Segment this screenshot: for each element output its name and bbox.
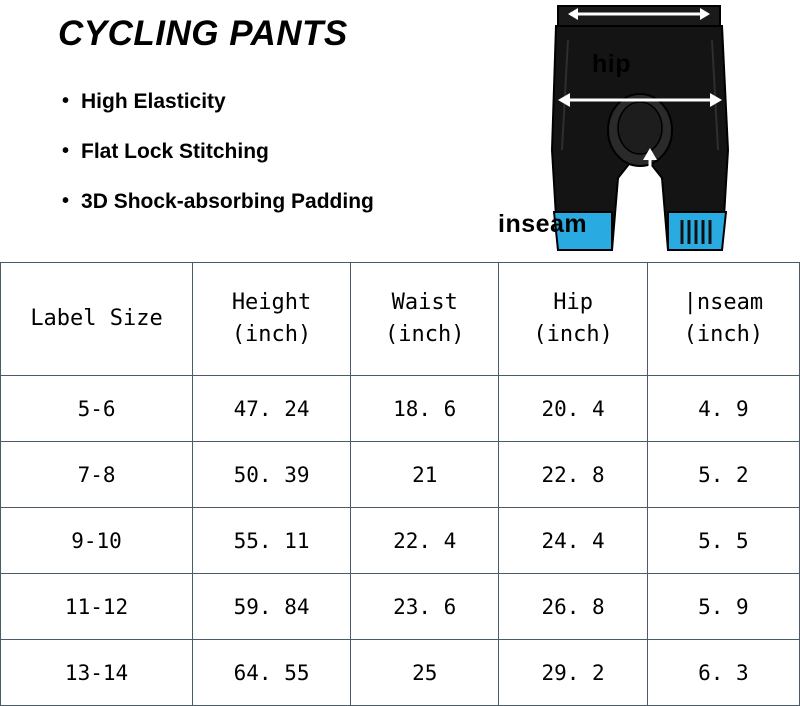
header-line-1: |nseam	[683, 290, 764, 316]
table-row	[1, 508, 800, 574]
header-line-2: (inch)	[683, 322, 764, 347]
cell-height: 47. 24	[193, 376, 351, 442]
cell-inseam: 4. 9	[647, 376, 799, 442]
cell-hip: 29. 2	[499, 640, 647, 706]
feature-list	[62, 90, 482, 240]
cell-waist: 25	[351, 640, 499, 706]
table-row	[1, 376, 800, 442]
list-item	[62, 140, 482, 163]
feature-label: Flat Lock Stitching	[81, 140, 269, 164]
list-item	[62, 190, 482, 213]
header-line-2: (inch)	[384, 322, 465, 347]
cell-height: 50. 39	[193, 442, 351, 508]
column-header-inseam	[647, 263, 799, 376]
cell-label-size: 11-12	[1, 574, 193, 640]
inseam-measure-label: inseam	[498, 210, 588, 238]
header-line-2: (inch)	[231, 322, 312, 347]
table-row	[1, 640, 800, 706]
cell-waist: 21	[351, 442, 499, 508]
cell-height: 55. 11	[193, 508, 351, 574]
cell-inseam: 6. 3	[647, 640, 799, 706]
column-header-label-size	[1, 263, 193, 376]
cell-label-size: 5-6	[1, 376, 193, 442]
cell-waist: 18. 6	[351, 376, 499, 442]
feature-label: High Elasticity	[81, 90, 226, 113]
header-line-1: Waist	[391, 290, 458, 316]
hip-measure-label: hip	[592, 50, 631, 78]
list-item	[62, 90, 482, 113]
cell-hip: 22. 8	[499, 442, 647, 508]
cell-height: 64. 55	[193, 640, 351, 706]
header-line-2: (inch)	[533, 322, 613, 347]
header-line-1: Label Size	[30, 306, 163, 332]
cell-inseam: 5. 2	[647, 442, 799, 508]
cell-inseam: 5. 9	[647, 574, 799, 640]
bullet-icon: •	[62, 190, 70, 213]
header-line-1: Hip	[553, 290, 593, 316]
feature-label: 3D Shock-absorbing Padding	[81, 190, 374, 214]
table-row	[1, 574, 800, 640]
cell-waist: 23. 6	[351, 574, 499, 640]
header-line-1: Height	[231, 290, 312, 316]
cell-label-size: 7-8	[1, 442, 193, 508]
cell-waist: 22. 4	[351, 508, 499, 574]
column-header-hip	[499, 263, 647, 376]
cell-label-size: 9-10	[1, 508, 193, 574]
bullet-icon: •	[62, 140, 70, 163]
column-header-waist	[351, 263, 499, 376]
bullet-icon: •	[62, 90, 70, 112]
size-chart-table	[0, 262, 800, 706]
cell-label-size: 13-14	[1, 640, 193, 706]
cell-hip: 20. 4	[499, 376, 647, 442]
header-section	[0, 0, 800, 262]
cell-hip: 24. 4	[499, 508, 647, 574]
cell-inseam: 5. 5	[647, 508, 799, 574]
table-row	[1, 442, 800, 508]
cell-height: 59. 84	[193, 574, 351, 640]
page-title: CYCLING PANTS	[58, 14, 348, 53]
column-header-height	[193, 263, 351, 376]
table-header-row	[1, 263, 800, 376]
cell-hip: 26. 8	[499, 574, 647, 640]
